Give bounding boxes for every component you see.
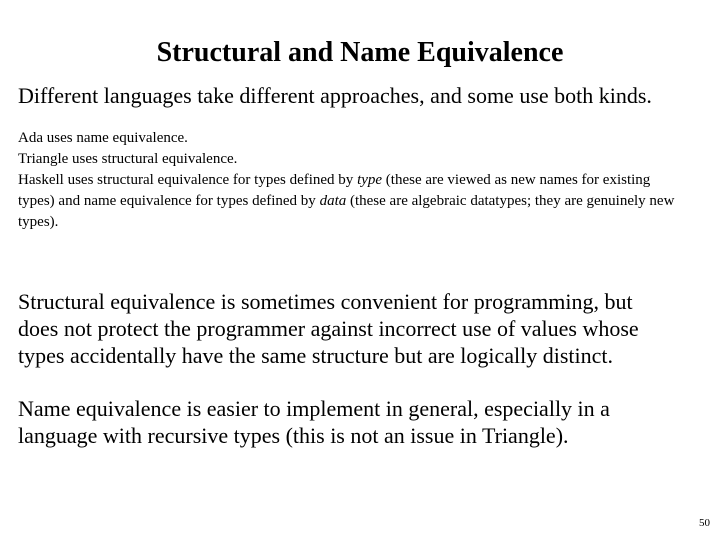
keyword-type: type <box>357 172 383 188</box>
keyword-data: data <box>319 193 347 209</box>
name-paragraph <box>18 395 708 449</box>
structural-paragraph <box>18 288 708 369</box>
structural-line: Structural equivalence is sometimes convenient for programming, but <box>18 289 633 314</box>
haskell-text-1: Haskell uses structural equivalence for types defined by <box>18 172 358 188</box>
ada-example: Ada uses name equivalence. <box>18 130 188 146</box>
haskell-text-3: (these are algebraic datatypes; they are genuinely new types). <box>18 193 675 230</box>
name-line: Name equivalence is easier to implement in general, especially in a <box>18 396 610 421</box>
intro-text: Different languages take different approaches, and some use both kinds. <box>18 83 652 108</box>
page-number: 50 <box>699 517 710 529</box>
triangle-example: Triangle uses structural equivalence. <box>18 151 238 167</box>
structural-line: types accidentally have the same structure but are logically distinct. <box>18 343 614 368</box>
structural-line: does not protect the programmer against incorrect use of values whose <box>18 316 639 341</box>
examples-block <box>18 128 678 233</box>
haskell-example <box>18 170 678 233</box>
page-title: Structural and Name Equivalence <box>156 37 564 68</box>
name-line: language with recursive types (this is not an issue in Triangle). <box>18 423 569 448</box>
haskell-text-2: (these are viewed as new names for existing types) and name equivalence for types defined by <box>18 172 651 209</box>
